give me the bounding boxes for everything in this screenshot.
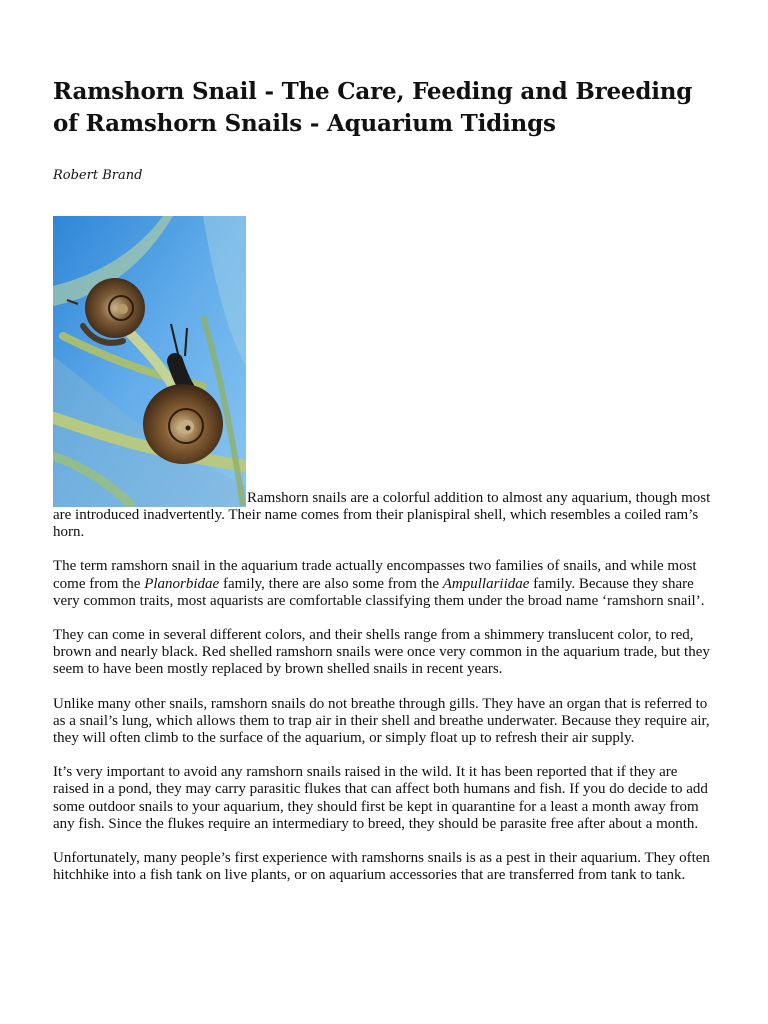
family-name-ampullariidae: Ampullariidae xyxy=(442,575,530,592)
article-body xyxy=(53,216,715,901)
paragraph-intro-text: Ramshorn snails are a colorful addition to almost any aquarium, though most are introduced inadvertently. Their name comes from their planispiral shell, which resembles a coiled ram’s horn. xyxy=(53,489,711,541)
paragraph-pest: Unfortunately, many people’s first experience with ramshorns snails is as a pest in their aquarium. They often hitchhike into a fish tank on live plants, or on aquarium accessories that are transferred from tank to tank. xyxy=(53,850,710,884)
family-name-planorbidae: Planorbidae xyxy=(144,575,220,592)
paragraph-families-text-b: family, there are also some from the xyxy=(219,575,443,592)
snail-photo-icon xyxy=(53,216,246,507)
paragraph-breathing: Unlike many other snails, ramshorn snails do not breathe through gills. They have an organ that is referred to as a snail’s lung, which allows them to trap air in their shell and breathe underwater. Because they require air, they will often climb to the surface of the aquarium, or simply float up to refresh their air supply. xyxy=(53,695,710,747)
paragraph-families xyxy=(53,558,715,610)
paragraph-wild-snails: It’s very important to avoid any ramshorn snails raised in the wild. It it has been reported that if they are raised in a pond, they may carry parasitic flukes that can affect both humans and fish. If you do decide to add some outdoor snails to your aquarium, they should first be kept in quarantine for a least a month away from any fish. Since the flukes require an intermediary to breed, they should be parasite free after about a month. xyxy=(53,764,708,832)
article-title: Ramshorn Snail - The Care, Feeding and Breeding of Ramshorn Snails - Aquarium Tidings xyxy=(53,78,693,137)
paragraph-intro xyxy=(53,216,715,541)
paragraph-families-text-a: The term ramshorn snail in the aquarium trade actually encompasses two families of snails, and while most come from the xyxy=(53,558,697,592)
paragraph-families-text-c: family. Because they share very common traits, most aquarists are comfortable classifying them under the broad name ‘ramshorn snail’. xyxy=(53,575,705,609)
paragraph-colors: They can come in several different colors, and their shells range from a shimmery translucent color, to red, brown and nearly black. Red shelled ramshorn snails were once very common in the aquarium trade, but they seem to have been mostly replaced by brown shelled snails in recent years. xyxy=(53,627,710,678)
article-author: Robert Brand xyxy=(53,168,143,183)
